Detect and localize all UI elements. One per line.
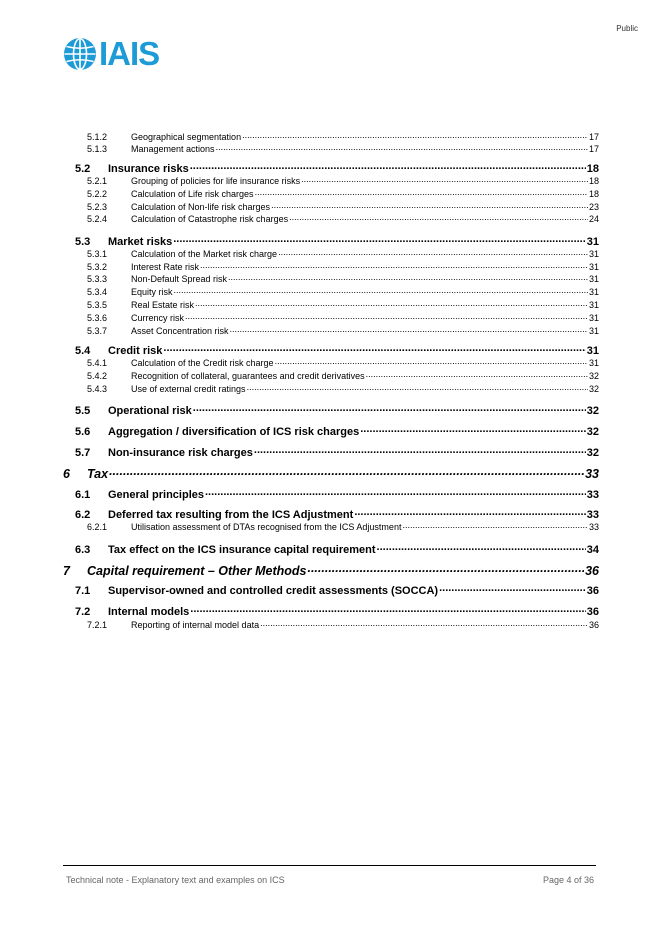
toc-entry[interactable]: [75, 424, 599, 438]
toc-entry-page: 24: [588, 214, 599, 224]
toc-entry-title: Capital requirement – Other Methods: [87, 563, 307, 578]
toc-entry[interactable]: [75, 343, 599, 357]
toc-entry-page: 17: [588, 132, 599, 142]
toc-entry-page: 18: [588, 176, 599, 186]
toc-entry-number: 5.4.2: [87, 371, 108, 381]
toc-entry-page: 36: [586, 585, 599, 597]
toc-entry-page: 31: [588, 358, 599, 368]
toc-entry-number: 5.2: [75, 163, 91, 175]
toc-entry-title: Use of external credit ratings: [131, 384, 246, 394]
toc-entry-page: 18: [588, 189, 599, 199]
toc-entry-number: 7.2: [75, 606, 91, 618]
toc-entry[interactable]: [87, 175, 599, 186]
toc-entry-number: 6.1: [75, 489, 91, 501]
toc-entry-page: 33: [586, 509, 599, 521]
toc-dot-leader: [271, 201, 588, 210]
iais-logo: [63, 37, 159, 71]
toc-entry-number: 5.3: [75, 236, 91, 248]
toc-dot-leader: [247, 383, 588, 392]
toc-entry[interactable]: [87, 370, 599, 381]
toc-entry-title: Equity risk: [131, 287, 173, 297]
toc-entry-page: 32: [586, 426, 599, 438]
toc-entry-page: 33: [585, 466, 599, 481]
toc-entry-number: 5.3.1: [87, 249, 108, 259]
toc-entry-page: 31: [588, 249, 599, 259]
toc-dot-leader: [260, 619, 588, 628]
toc-dot-leader: [200, 261, 588, 270]
toc-entry-page: 31: [588, 313, 599, 323]
toc-dot-leader: [109, 465, 584, 478]
toc-entry-number: 6.2.1: [87, 522, 108, 532]
toc-entry-title: Non-Default Spread risk: [131, 274, 228, 284]
toc-entry-page: 31: [588, 262, 599, 272]
toc-entry-number: 5.1.3: [87, 144, 108, 154]
toc-entry[interactable]: [63, 465, 599, 481]
toc-entry-title: Recognition of collateral, guarantees and credit derivatives: [131, 371, 365, 381]
toc-entry-page: 33: [586, 489, 599, 501]
toc-entry-number: 7.1: [75, 585, 91, 597]
toc-entry-page: 31: [588, 326, 599, 336]
toc-dot-leader: [275, 357, 588, 366]
toc-dot-leader: [173, 234, 586, 245]
toc-entry[interactable]: [87, 357, 599, 368]
toc-dot-leader: [242, 131, 588, 140]
toc-entry[interactable]: [87, 273, 599, 284]
toc-entry-number: 5.3.5: [87, 300, 108, 310]
toc-dot-leader: [185, 312, 588, 321]
toc-dot-leader: [360, 424, 586, 435]
toc-entry[interactable]: [75, 583, 599, 597]
toc-entry-title: Tax: [87, 466, 109, 481]
toc-entry-title: Calculation of Catastrophe risk charges: [131, 214, 289, 224]
classification-label: Public: [616, 24, 638, 33]
globe-icon: [63, 37, 97, 71]
toc-entry-title: Management actions: [131, 144, 215, 154]
toc-entry-title: Real Estate risk: [131, 300, 195, 310]
toc-entry-page: 36: [586, 606, 599, 618]
footer-divider: [63, 865, 596, 866]
toc-entry-page: 31: [586, 236, 599, 248]
toc-entry-number: 5.4: [75, 345, 91, 357]
toc-entry-number: 6.2: [75, 509, 91, 521]
toc-dot-leader: [193, 403, 586, 414]
toc-entry-number: 5.4.1: [87, 358, 108, 368]
toc-entry-number: 5.4.3: [87, 384, 108, 394]
toc-entry-page: 32: [586, 447, 599, 459]
toc-entry-page: 18: [586, 163, 599, 175]
toc-entry-number: 5.3.7: [87, 326, 108, 336]
toc-entry[interactable]: [87, 201, 599, 212]
toc-dot-leader: [301, 175, 588, 184]
toc-entry-title: Geographical segmentation: [131, 132, 242, 142]
toc-entry[interactable]: [75, 445, 599, 459]
toc-entry-title: Calculation of Life risk charges: [131, 189, 254, 199]
toc-entry-title: Grouping of policies for life insurance risks: [131, 176, 301, 186]
toc-entry-number: 5.7: [75, 447, 91, 459]
footer-document-title: Technical note - Explanatory text and examples on ICS: [66, 875, 285, 885]
toc-dot-leader: [354, 507, 585, 518]
toc-dot-leader: [307, 562, 584, 575]
toc-entry[interactable]: [87, 383, 599, 394]
toc-entry-number: 5.2.3: [87, 202, 108, 212]
toc-entry-number: 5.2.2: [87, 189, 108, 199]
toc-entry-page: 31: [588, 300, 599, 310]
toc-dot-leader: [255, 188, 588, 197]
toc-entry[interactable]: [87, 261, 599, 272]
toc-entry-title: Operational risk: [108, 405, 192, 417]
toc-entry-page: 33: [588, 522, 599, 532]
toc-entry-number: 5.6: [75, 426, 91, 438]
toc-entry[interactable]: [63, 562, 599, 578]
toc-entry-number: 5.3.2: [87, 262, 108, 272]
toc-entry-title: Calculation of the Market risk charge: [131, 249, 278, 259]
toc-entry-title: Aggregation / diversification of ICS risk charges: [108, 426, 360, 438]
toc-entry-page: 32: [588, 384, 599, 394]
toc-entry-title: Tax effect on the ICS insurance capital requirement: [108, 544, 376, 556]
toc-entry-number: 5.3.4: [87, 287, 108, 297]
toc-entry-number: 5.3.6: [87, 313, 108, 323]
toc-entry-number: 5.1.2: [87, 132, 108, 142]
toc-entry-page: 32: [586, 405, 599, 417]
toc-entry[interactable]: [87, 619, 599, 630]
toc-entry[interactable]: [87, 248, 599, 259]
toc-dot-leader: [439, 583, 586, 594]
toc-entry-page: 36: [588, 620, 599, 630]
toc-entry[interactable]: [87, 131, 599, 142]
toc-entry-title: Market risks: [108, 236, 173, 248]
toc-entry-title: Supervisor-owned and controlled credit assessments (SOCCA): [108, 585, 439, 597]
footer-page-number: Page 4 of 36: [542, 875, 594, 885]
toc-dot-leader: [190, 161, 586, 172]
toc-entry-number: 7: [63, 563, 70, 578]
logo-text: IAIS: [99, 35, 160, 72]
toc-entry[interactable]: [87, 521, 599, 532]
toc-entry-title: Calculation of Non-life risk charges: [131, 202, 271, 212]
toc-dot-leader: [230, 325, 588, 334]
toc-dot-leader: [278, 248, 588, 257]
toc-entry-title: Asset Concentration risk: [131, 326, 229, 336]
toc-entry-page: 23: [588, 202, 599, 212]
toc-entry[interactable]: [87, 143, 599, 154]
toc-dot-leader: [402, 521, 588, 530]
toc-entry-page: 34: [586, 544, 599, 556]
toc-dot-leader: [174, 286, 588, 295]
toc-entry-title: Insurance risks: [108, 163, 189, 175]
toc-entry[interactable]: [75, 403, 599, 417]
toc-entry-title: Reporting of internal model data: [131, 620, 260, 630]
toc-entry-page: 17: [588, 144, 599, 154]
toc-dot-leader: [163, 343, 585, 354]
toc-entry[interactable]: [75, 542, 599, 556]
toc-dot-leader: [254, 445, 586, 456]
toc-entry-number: 5.3.3: [87, 274, 108, 284]
toc-entry-title: Deferred tax resulting from the ICS Adjustment: [108, 509, 354, 521]
toc-entry-title: Utilisation assessment of DTAs recognised from the ICS Adjustment: [131, 522, 402, 532]
toc-entry-number: 5.5: [75, 405, 91, 417]
toc-entry-page: 32: [588, 371, 599, 381]
toc-entry-number: 5.2.1: [87, 176, 108, 186]
toc-entry-title: Credit risk: [108, 345, 163, 357]
toc-dot-leader: [205, 487, 586, 498]
toc-entry[interactable]: [87, 188, 599, 199]
toc-entry-page: 31: [588, 287, 599, 297]
toc-entry-title: Internal models: [108, 606, 190, 618]
toc-dot-leader: [377, 542, 586, 553]
toc-entry-title: Calculation of the Credit risk charge: [131, 358, 274, 368]
toc-dot-leader: [228, 273, 588, 282]
toc-entry[interactable]: [75, 507, 599, 521]
toc-entry[interactable]: [87, 325, 599, 336]
toc-entry[interactable]: [75, 604, 599, 618]
toc-entry-title: Non-insurance risk charges: [108, 447, 253, 459]
toc-dot-leader: [190, 604, 585, 615]
toc-entry[interactable]: [87, 213, 599, 224]
toc-entry[interactable]: [87, 299, 599, 310]
toc-dot-leader: [195, 299, 588, 308]
toc-entry-number: 6.3: [75, 544, 91, 556]
toc-entry-page: 31: [586, 345, 599, 357]
toc-entry[interactable]: [75, 487, 599, 501]
toc-dot-leader: [289, 213, 588, 222]
toc-entry-title: Interest Rate risk: [131, 262, 200, 272]
toc-entry-number: 7.2.1: [87, 620, 108, 630]
toc-entry-title: Currency risk: [131, 313, 185, 323]
toc-entry[interactable]: [75, 234, 599, 248]
toc-dot-leader: [366, 370, 588, 379]
toc-entry[interactable]: [75, 161, 599, 175]
toc-entry[interactable]: [87, 312, 599, 323]
toc-entry-title: General principles: [108, 489, 204, 501]
toc-entry-page: 31: [588, 274, 599, 284]
toc-entry-number: 6: [63, 466, 70, 481]
toc-entry[interactable]: [87, 286, 599, 297]
toc-entry-number: 5.2.4: [87, 214, 108, 224]
toc-entry-page: 36: [585, 563, 599, 578]
toc-dot-leader: [216, 143, 588, 152]
